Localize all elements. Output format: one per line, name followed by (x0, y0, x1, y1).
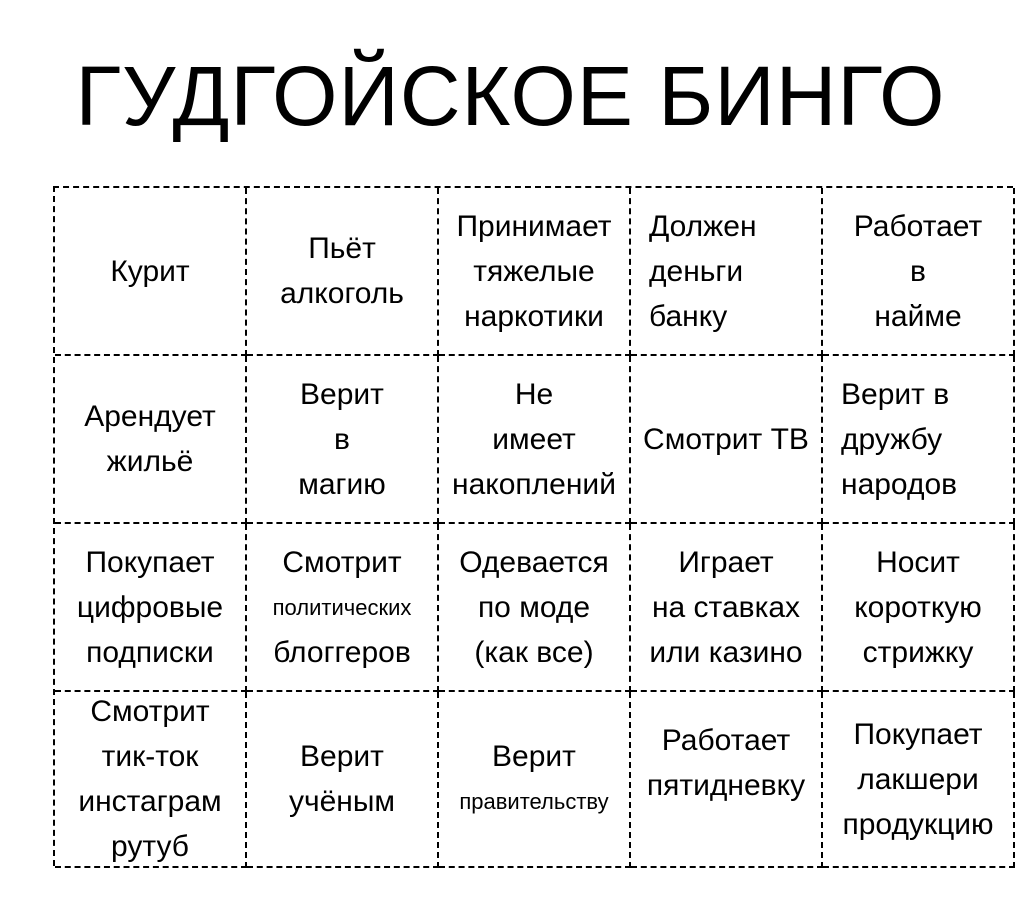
cell-text: инстаграм (78, 785, 222, 818)
cell-text: Верит (300, 740, 384, 773)
bingo-cell-dresses-fashion[interactable] (439, 524, 631, 692)
cell-text: народов (841, 467, 958, 501)
cell-text: рутуб (111, 830, 189, 863)
cell-text: жильё (106, 445, 194, 478)
cell-text: тик-ток (101, 740, 199, 773)
cell-text: банку (649, 299, 728, 333)
cell-text: правительству (459, 789, 609, 814)
bingo-cell-employed[interactable] (823, 188, 1015, 356)
bingo-cell-five-day-week[interactable] (631, 692, 823, 868)
bingo-cell-no-savings[interactable] (439, 356, 631, 524)
cell-text: Работает (853, 209, 983, 243)
bingo-cell-social-video[interactable] (55, 692, 247, 868)
cell-text: Одевается (459, 545, 609, 579)
bingo-cell-short-haircut[interactable] (823, 524, 1015, 692)
cell-text: Смотрит (90, 695, 210, 728)
cell-text: Должен (649, 209, 757, 243)
cell-text: по моде (477, 590, 591, 624)
cell-text: Покупает (85, 545, 215, 579)
cell-text: накоплений (452, 467, 616, 501)
cell-text: Смотрит ТВ (643, 422, 809, 456)
cell-text: подписки (86, 635, 214, 669)
cell-text: имеет (492, 422, 576, 456)
cell-text: Покупает (853, 717, 983, 751)
bingo-cell-watches-tv[interactable] (631, 356, 823, 524)
cell-text: Играет (678, 545, 774, 579)
bingo-cell-drinks-alcohol[interactable] (247, 188, 439, 356)
bingo-cell-friendship-of-peoples[interactable] (823, 356, 1015, 524)
cell-text: короткую (854, 590, 982, 624)
cell-text: цифровые (76, 590, 224, 624)
cell-text: тяжелые (473, 254, 595, 288)
cell-text: Принимает (456, 209, 612, 243)
cell-text: Носит (876, 545, 960, 579)
cell-text: политических (272, 594, 412, 620)
cell-text: Курит (110, 254, 190, 288)
bingo-cell-smokes[interactable] (55, 188, 247, 356)
cell-text: в (334, 422, 350, 456)
cell-text: пятидневку (646, 769, 806, 802)
bingo-cell-owes-bank[interactable] (631, 188, 823, 356)
cell-text: Верит в (841, 377, 950, 411)
cell-text: деньги (649, 254, 744, 288)
cell-text: учёным (288, 785, 396, 818)
page-title: ГУДГОЙСКОЕ БИНГО (75, 49, 946, 143)
cell-text: лакшери (857, 762, 979, 796)
cell-text: Верит (300, 377, 384, 411)
cell-text: наркотики (464, 299, 604, 333)
cell-text: в (910, 254, 926, 288)
cell-text: дружбу (841, 422, 943, 456)
bingo-cell-digital-subscriptions[interactable] (55, 524, 247, 692)
bingo-cell-luxury-products[interactable] (823, 692, 1015, 868)
bingo-cell-trusts-government[interactable] (439, 692, 631, 868)
cell-text: Пьёт (308, 232, 376, 265)
cell-text: магию (298, 467, 386, 501)
cell-text: алкоголь (280, 277, 404, 310)
cell-text: (как все) (474, 635, 594, 669)
cell-text: Арендует (84, 400, 216, 433)
cell-text: или казино (649, 635, 803, 669)
cell-text: Не (514, 377, 554, 411)
bingo-cell-political-bloggers[interactable] (247, 524, 439, 692)
cell-text: Верит (492, 740, 576, 773)
bingo-cell-rents-housing[interactable] (55, 356, 247, 524)
bingo-cell-trusts-scientists[interactable] (247, 692, 439, 868)
cell-text: продукцию (842, 807, 994, 841)
cell-text: Работает (661, 724, 791, 757)
cell-text: стрижку (862, 635, 974, 669)
cell-text: Смотрит (282, 545, 402, 579)
bingo-cell-believes-magic[interactable] (247, 356, 439, 524)
cell-text: блоггеров (273, 635, 411, 669)
cell-text: на ставках (651, 590, 801, 624)
bingo-grid (53, 186, 1013, 866)
bingo-cell-hard-drugs[interactable] (439, 188, 631, 356)
cell-text: найме (874, 299, 962, 333)
bingo-cell-gambling[interactable] (631, 524, 823, 692)
